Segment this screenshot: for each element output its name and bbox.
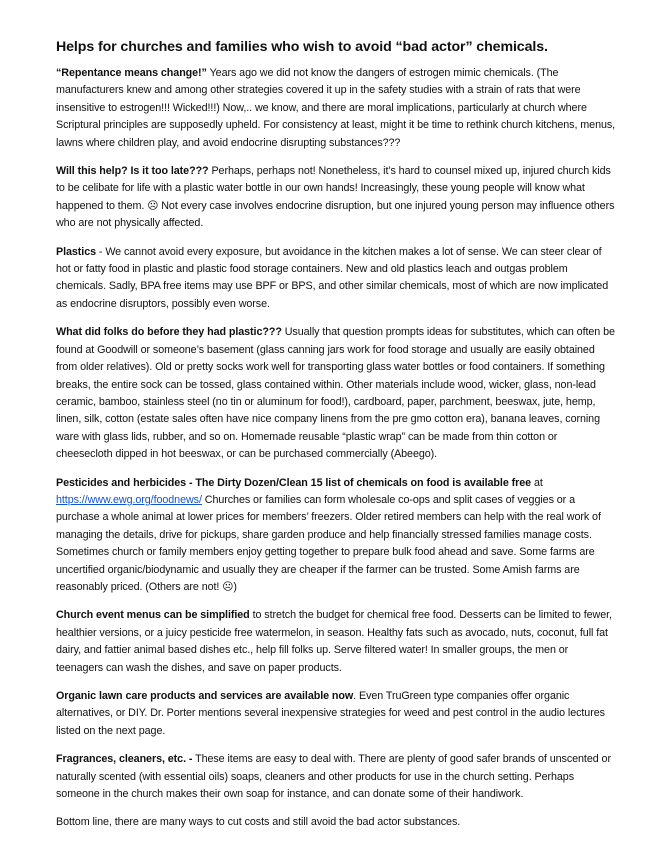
paragraph-lead: Church event menus can be simplified [56, 609, 250, 622]
page-title: Helps for churches and families who wish to avoid “bad actor” chemicals. [56, 39, 548, 55]
paragraph-will-this-help [56, 163, 616, 233]
paragraph-pesticides [56, 475, 616, 597]
paragraph-text: These items are easy to deal with. There are plenty of good safer brands of unscented or naturally scented (with essential oils) soaps, cleaners and other products for use in the church setting. Perhaps someone in the church makes their own soap for instance, and can donate some of their handiwork. [56, 753, 611, 801]
paragraph-text: to stretch the budget for chemical free food. Desserts can be limited to fewer, healthier versions, or a juicy pesticide free watermelon, in season. Healthy fats such as avocado, nuts, coconut, full fat dairy, and fattier animal based dishes etc., help fill folks up. Serve filtered water! In smaller groups, the men or teenagers can wash the dishes, and save on paper products. [56, 609, 612, 674]
paragraph-lead: Will this help? Is it too late??? [56, 165, 209, 178]
paragraph-text: - We cannot avoid every exposure, but avoidance in the kitchen makes a lot of sense. We can steer clear of hot or fatty food in plastic and plastic food storage containers. New and old plastics leach and outgas problem chemicals. Sadly, BPA free items may use BPF or BPS, and other similar chemicals, most of which are now implicated as endocrine disruptors, possibly even worse. [56, 245, 609, 310]
paragraph-lead: Organic lawn care products and services are available now [56, 690, 354, 702]
paragraph-text: at [531, 476, 543, 489]
ewg-foodnews-link[interactable]: https://www.ewg.org/foodnews/ [56, 493, 202, 506]
paragraph-text: Bottom line, there are many ways to cut costs and still avoid the bad actor substances. [56, 816, 461, 829]
paragraph-text: Years ago we did not know the dangers of estrogen mimic chemicals. (The manufacturers knew and among other strategies covered it up in the safety studies with a strain of rats that were insensitive to estrogen!!! Wicked!!!) Now,.. we know, and there are moral implications, particularly at church where Scriptural principles are supposedly upheld. For consistency at least, might it be time to rethink church kitchens, menus, lawns where children play, and avoid endocrine disrupting substances??? [56, 67, 616, 149]
paragraph-before-plastic [56, 324, 616, 463]
paragraph-bottom-line [56, 814, 616, 831]
paragraph-lawn-care [56, 688, 616, 740]
document-page [56, 38, 616, 843]
paragraph-church-menus [56, 607, 616, 677]
paragraph-text: Perhaps, perhaps not! Nonetheless, it’s hard to counsel mixed up, injured church kids to be celibate for life with a plastic water bottle in our own hands! Increasingly, these young people will know what happened to them. ☹ Not every case involves endocrine disruption, but one injured young person may influence others who are not physically affected. [56, 165, 615, 230]
paragraph-plastics [56, 244, 616, 314]
paragraph-text: . Even TruGreen type companies offer organic alternatives, or DIY. Dr. Porter mentions several inexpensive strategies for weed and pest control in the audio lectures listed on the next page. [56, 690, 605, 737]
paragraph-lead: Plastics [56, 245, 96, 258]
paragraph-fragrances [56, 751, 616, 803]
paragraph-lead: What did folks do before they had plastic??? [56, 326, 282, 339]
paragraph-lead: Fragrances, cleaners, etc. - [56, 753, 193, 766]
paragraph-repentance [56, 65, 616, 152]
paragraph-lead: “Repentance means change!” [56, 67, 207, 79]
paragraph-text: Usually that question prompts ideas for substitutes, which can often be found at Goodwill or someone’s basement (glass canning jars work for food storage and usually are easily obtained from older relatives). Old or pretty socks work well for transporting glass water bottles or food containers. If something breaks, the entire sock can be tossed, glass contained within. Other materials include wood, wicker, glass, non-lead ceramic, bamboo, stainless steel (no tin or aluminum for food!), cardboard, paper, parchment, beeswax, jute, hemp, linen, silk, cotton (estate sales often have nice company linens from the pre gmo cotton era), banana leaves, corning ware with glass lids, rubber, and so on. Homemade reusable “plastic wrap” can be made from thin cotton or cheesecloth dipped in hot beeswax, or can be purchased commercially (Abeego). [56, 326, 615, 461]
paragraph-text: Churches or families can form wholesale co-ops and split cases of veggies or a purchase a whole animal at lower prices for members’ freezers. Older retired members can help with the real work of managing the details, drive for pickups, share garden produce and help financially stressed families manage costs. Sometimes church or family members enjoy getting together to prepare bulk food ahead and save. Some farms are uncertified organic/biodynamic and usually they are cheaper if the farmer can be trusted. Some Amish farms are reasonably priced. (Others are not! ☹) [56, 493, 601, 593]
paragraph-lead: Pesticides and herbicides - The Dirty Dozen/Clean 15 list of chemicals on food is available free [56, 476, 532, 489]
